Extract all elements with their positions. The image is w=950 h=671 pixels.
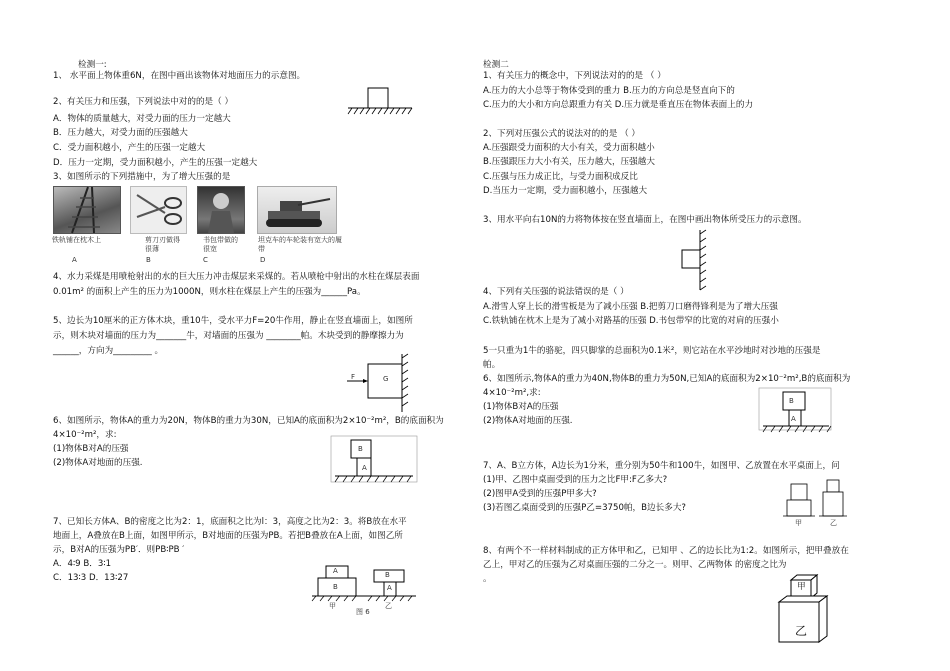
fig7-yi: 乙 [385, 602, 392, 610]
caption-d: 坦克车的车轮装有宽大的履带 [258, 236, 342, 253]
letter-a: A [72, 256, 77, 264]
left-q1-figure [346, 84, 416, 124]
left-q2-stem: 2、有关压力和压强，下列说法中对的的是（ ） [53, 97, 234, 107]
fig6-label-a: A [362, 464, 367, 472]
left-q3-stem: 3、如图所示的下列措施中，为了增大压强的是 [53, 172, 231, 182]
caption-a: 铁轨铺在枕木上 [52, 236, 101, 244]
left-q2-option-d: D．压力一定期，受力面积越小，产生的压强一定越大 [53, 158, 258, 168]
left-q6-figure [331, 436, 417, 490]
tank-photo [257, 186, 337, 234]
right-q5-line1: 5一只重为1牛的骆驼，四只脚掌的总面积为0.1米²，则它站在水平沙地时对沙地的压强是 [483, 346, 821, 356]
fig7-b-label: B [333, 583, 338, 591]
right-q8-line1: 8、有两个不一样材料制成的正方体甲和乙，已知甲 、乙的边长比为1:2。如图所示，把甲叠放在 [483, 546, 849, 556]
left-q1: 1、 水平面上物体重6N，在图中画出该物体对地面压力的示意图。 [53, 71, 306, 81]
fig7-jia: 甲 [329, 602, 336, 610]
right-q6-line2: 4×10⁻²m²,求: [483, 388, 541, 398]
fig7-a-label-2: A [387, 584, 392, 592]
right-q4-opt-cd: C.铁轨铺在枕木上是为了减小对路基的压强 D.书包带窄的比宽的对肩的压强小 [483, 316, 779, 326]
left-q7-opt1: A．4∶9 B．3∶1 [53, 559, 112, 569]
letter-b: B [146, 256, 151, 264]
left-q7-line3: 示，B对A的压强为PB′．则PB∶PB ′ [53, 545, 185, 555]
right-q2-option-d: D.当压力一定期，受力面积越小，压强越大 [483, 186, 648, 196]
scissors-photo [130, 186, 187, 234]
left-q5-line2: 示，则木块对墙面的压力为_______牛，对墙面的压强为 ________帕。木块受到的静摩擦力为 [53, 331, 404, 341]
label-f: F [351, 373, 356, 381]
right-q7-sub3: (3)若图乙桌面受到的压强P乙=3750帕，B边长多大? [483, 503, 686, 513]
left-q5-line1: 5、边长为10厘米的正方体木块，重10牛，受水平力F=20牛作用，静止在竖直墙面上，如图所 [53, 316, 413, 326]
r-fig7-jia: 甲 [795, 519, 802, 527]
left-q6-sub2: (2)物体A对地面的压强. [53, 458, 143, 468]
left-q4-line1: 4、水力采煤是用喷枪射出的水的巨大压力冲击煤层来采煤的。若从喷枪中射出的水柱在煤层表面 [53, 272, 420, 282]
left-q6-sub1: (1)物体B对A的压强 [53, 444, 129, 454]
right-q6-sub1: (1)物体B对A的压强 [483, 402, 559, 412]
left-q7-line1: 7、已知长方体A、B的密度之比为2：1，底面积之比为l：3，高度之比为2：3。将B放在水平 [53, 517, 407, 527]
r-fig7-yi: 乙 [830, 519, 837, 527]
left-q2-option-b: B．压力越大，对受力面的压强越大 [53, 128, 188, 138]
r-fig8-yi: 乙 [795, 624, 808, 638]
right-heading: 检测二 [483, 60, 509, 70]
right-q6-sub2: (2)物体A对地面的压强. [483, 416, 573, 426]
fig6-label-b: B [358, 445, 363, 453]
right-q8-line2: 乙上，甲对乙的压强为乙对桌面压强的二分之一。则甲、乙两物体 的密度之比为 [483, 560, 787, 570]
right-q5-line2: 帕。 [483, 360, 501, 370]
right-q7-sub2: (2)图甲A受到的压强P甲多大? [483, 489, 597, 499]
caption-b: 剪刀刃做得很薄 [145, 236, 180, 253]
left-q5-figure [345, 354, 415, 414]
right-q3: 3、用水平向右10N的力将物体按在竖直墙面上，在图中画出物体所受压力的示意图。 [483, 215, 807, 225]
r-fig6-label-a: A [791, 415, 796, 423]
left-heading: 检测一: [78, 60, 107, 70]
right-q2-stem: 2、下列对压强公式的说法对的的是 （ ） [483, 129, 641, 139]
schoolbag-photo [197, 186, 245, 234]
letter-d: D [260, 256, 266, 264]
right-q1-opt-cd: C.压力的大小和方向总跟重力有关 D.压力就是垂直压在物体表面上的力 [483, 100, 754, 110]
right-q4-opt-ab: A.滑雪人穿上长的滑雪板是为了减小压强 B.把剪刀口磨得锋利是为了增大压强 [483, 302, 778, 312]
fig7-b-label-2: B [385, 571, 390, 579]
left-q6-line2: 4×10⁻²m²，求: [53, 430, 117, 440]
left-q7-line2: 地面上，A叠放在B上面，如图甲所示，B对地面的压强为PB。若把B叠放在A上面，如图乙所 [53, 531, 403, 541]
left-q7-opt2: C．13∶3 D．13∶27 [53, 573, 129, 583]
railway-photo [53, 186, 121, 234]
left-q2-option-a: A．物体的质量越大，对受力面的压力一定越大 [53, 114, 231, 124]
right-q2-option-b: B.压强跟压力大小有关，压力越大，压强越大 [483, 157, 655, 167]
left-q2-option-c: C．受力面积越小，产生的压强一定越大 [53, 143, 206, 153]
left-q5-line3: ______，方向为_________ 。 [53, 346, 164, 356]
r-fig6-label-b: B [789, 397, 794, 405]
right-q1-opt-ab: A.压力的大小总等于物体受到的重力 B.压力的方向总是竖直向下的 [483, 86, 735, 96]
right-q4-stem: 4、下列有关压强的说法错误的是（ ） [483, 287, 629, 297]
right-q7-sub1: (1)甲、乙图中桌面受到的压力之比F甲:F乙多大? [483, 475, 668, 485]
right-q2-option-c: C.压强与压力成正比，与受力面积成反比 [483, 172, 638, 182]
right-q7-line1: 7、A、B立方体，A边长为1分米，重分别为50牛和100牛，如图甲、乙放置在水平桌面上，问 [483, 461, 840, 471]
right-q2-option-a: A.压强跟受力面积的大小有关，受力面积越小 [483, 143, 655, 153]
right-q8-line3: 。 [483, 574, 492, 584]
right-q3-figure [678, 230, 718, 290]
fig7-a-label: A [333, 567, 338, 575]
letter-c: C [203, 256, 208, 264]
right-q6-figure [759, 388, 839, 438]
right-q1-stem: 1、有关压力的概念中，下列说法对的的是 （ ） [483, 71, 666, 81]
label-g: G [383, 375, 389, 383]
right-q6-line1: 6、如图所示,物体A的重力为40N,物体B的重力为50N,已知A的底面积为2×10⁻²m²,B的底面积为 [483, 374, 851, 384]
left-q6-line1: 6、如图所示，物体A的重力为20N，物体B的重力为30N，已知A的底面积为2×10⁻²m²，B的底面积为 [53, 416, 444, 426]
caption-c: 书包带做的很宽 [203, 236, 238, 253]
left-q4-line2: 0.01m² 的面积上产生的压力为1000N，则水柱在煤层上产生的压强为______Pa。 [53, 287, 366, 297]
fig7-caption: 图 6 [356, 608, 370, 616]
r-fig8-jia: 甲 [797, 582, 806, 592]
right-q8-figure [775, 578, 845, 658]
